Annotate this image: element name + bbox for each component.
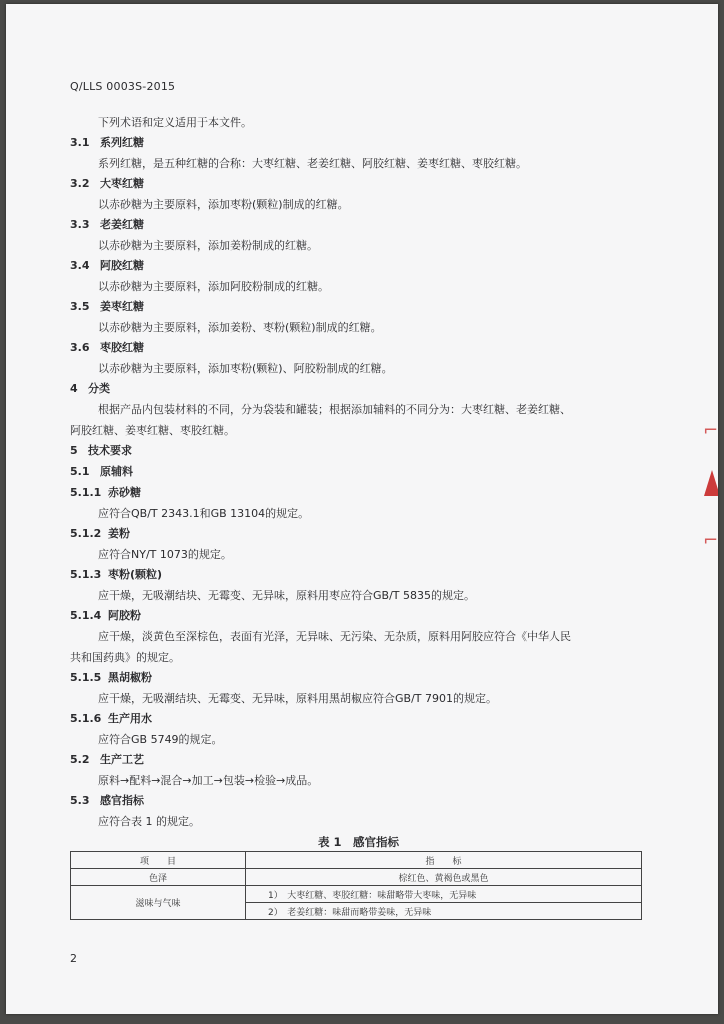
page-number: 2 [70,952,77,965]
table-header-row [71,852,642,869]
item-heading: 5.1.3 枣粉(颗粒) [70,568,163,581]
item-desc: 应符合QB/T 2343.1和GB 13104的规定。 [98,507,310,520]
item-heading: 5.1.5 黑胡椒粉 [70,671,152,684]
term-desc: 系列红糖，是五种红糖的合称：大枣红糖、老姜红糖、阿胶红糖、姜枣红糖、枣胶红糖。 [98,157,527,170]
item-desc: 应干燥，无吸潮结块、无霉变、无异味，原料用枣应符合GB/T 5835的规定。 [98,589,475,602]
term-desc: 以赤砂糖为主要原料，添加阿胶粉制成的红糖。 [98,280,329,293]
seal-stamp-fragment [702,412,718,572]
term-desc: 以赤砂糖为主要原料，添加枣粉(颗粒)、阿胶粉制成的红糖。 [98,362,393,375]
item-desc: 应符合NY/T 1073的规定。 [98,548,232,561]
term-heading: 3.2 大枣红糖 [70,177,144,190]
item-heading: 5.1.6 生产用水 [70,712,152,725]
table-cell: 1） 大枣红糖、枣胶红糖：味甜略带大枣味，无异味 [246,886,642,903]
term-desc: 以赤砂糖为主要原料，添加枣粉(颗粒)制成的红糖。 [98,198,349,211]
section-heading: 5.2 生产工艺 [70,753,144,766]
intro-text: 下列术语和定义适用于本文件。 [98,116,252,129]
table-header: 项 目 [71,852,246,869]
table-header: 指 标 [246,852,642,869]
item-heading: 5.1.4 阿胶粉 [70,609,141,622]
table-cell: 棕红色、黄褐色或黑色 [246,869,642,886]
term-desc: 以赤砂糖为主要原料，添加姜粉制成的红糖。 [98,239,318,252]
stamp-mark: ⌐ [703,420,718,441]
doc-code: Q/LLS 0003S-2015 [70,80,176,93]
item-heading: 5.1.2 姜粉 [70,527,130,540]
section-heading: 5 技术要求 [70,444,132,457]
sensory-table [70,851,642,920]
table-cell: 滋味与气味 [71,886,246,920]
section-heading: 5.1 原辅料 [70,465,133,478]
section-heading: 5.3 感官指标 [70,794,144,807]
term-desc: 以赤砂糖为主要原料，添加姜粉、枣粉(颗粒)制成的红糖。 [98,321,382,334]
sensory-desc: 应符合表 1 的规定。 [98,815,200,828]
paragraph-line: 根据产品内包装材料的不同，分为袋装和罐装；根据添加辅料的不同分为：大枣红糖、老姜红糖、 [98,403,571,416]
term-heading: 3.4 阿胶红糖 [70,259,144,272]
term-heading: 3.1 系列红糖 [70,136,144,149]
term-heading: 3.3 老姜红糖 [70,218,144,231]
paragraph-line: 阿胶红糖、姜枣红糖、枣胶红糖。 [70,424,235,437]
item-desc: 应干燥，无吸潮结块、无霉变、无异味，原料用黑胡椒应符合GB/T 7901的规定。 [98,692,497,705]
term-heading: 3.6 枣胶红糖 [70,341,144,354]
table-cell: 2） 老姜红糖：味甜而略带姜味，无异味 [246,903,642,920]
table-title: 表 1 感官指标 [318,835,400,849]
section-heading: 4 分类 [70,382,110,395]
item-desc: 应符合GB 5749的规定。 [98,733,223,746]
stamp-mark [704,470,718,496]
process-desc: 原料→配料→混合→加工→包装→检验→成品。 [98,774,319,787]
document-page [6,4,718,1014]
term-heading: 3.5 姜枣红糖 [70,300,144,313]
stamp-mark: ⌐ [703,530,718,551]
item-heading: 5.1.1 赤砂糖 [70,486,141,499]
table-row [71,886,642,903]
item-desc: 共和国药典》的规定。 [70,651,180,664]
table-cell: 色泽 [71,869,246,886]
table-row [71,869,642,886]
item-desc: 应干燥，淡黄色至深棕色，表面有光泽，无异味、无污染、无杂质，原料用阿胶应符合《中华人民 [98,630,571,643]
